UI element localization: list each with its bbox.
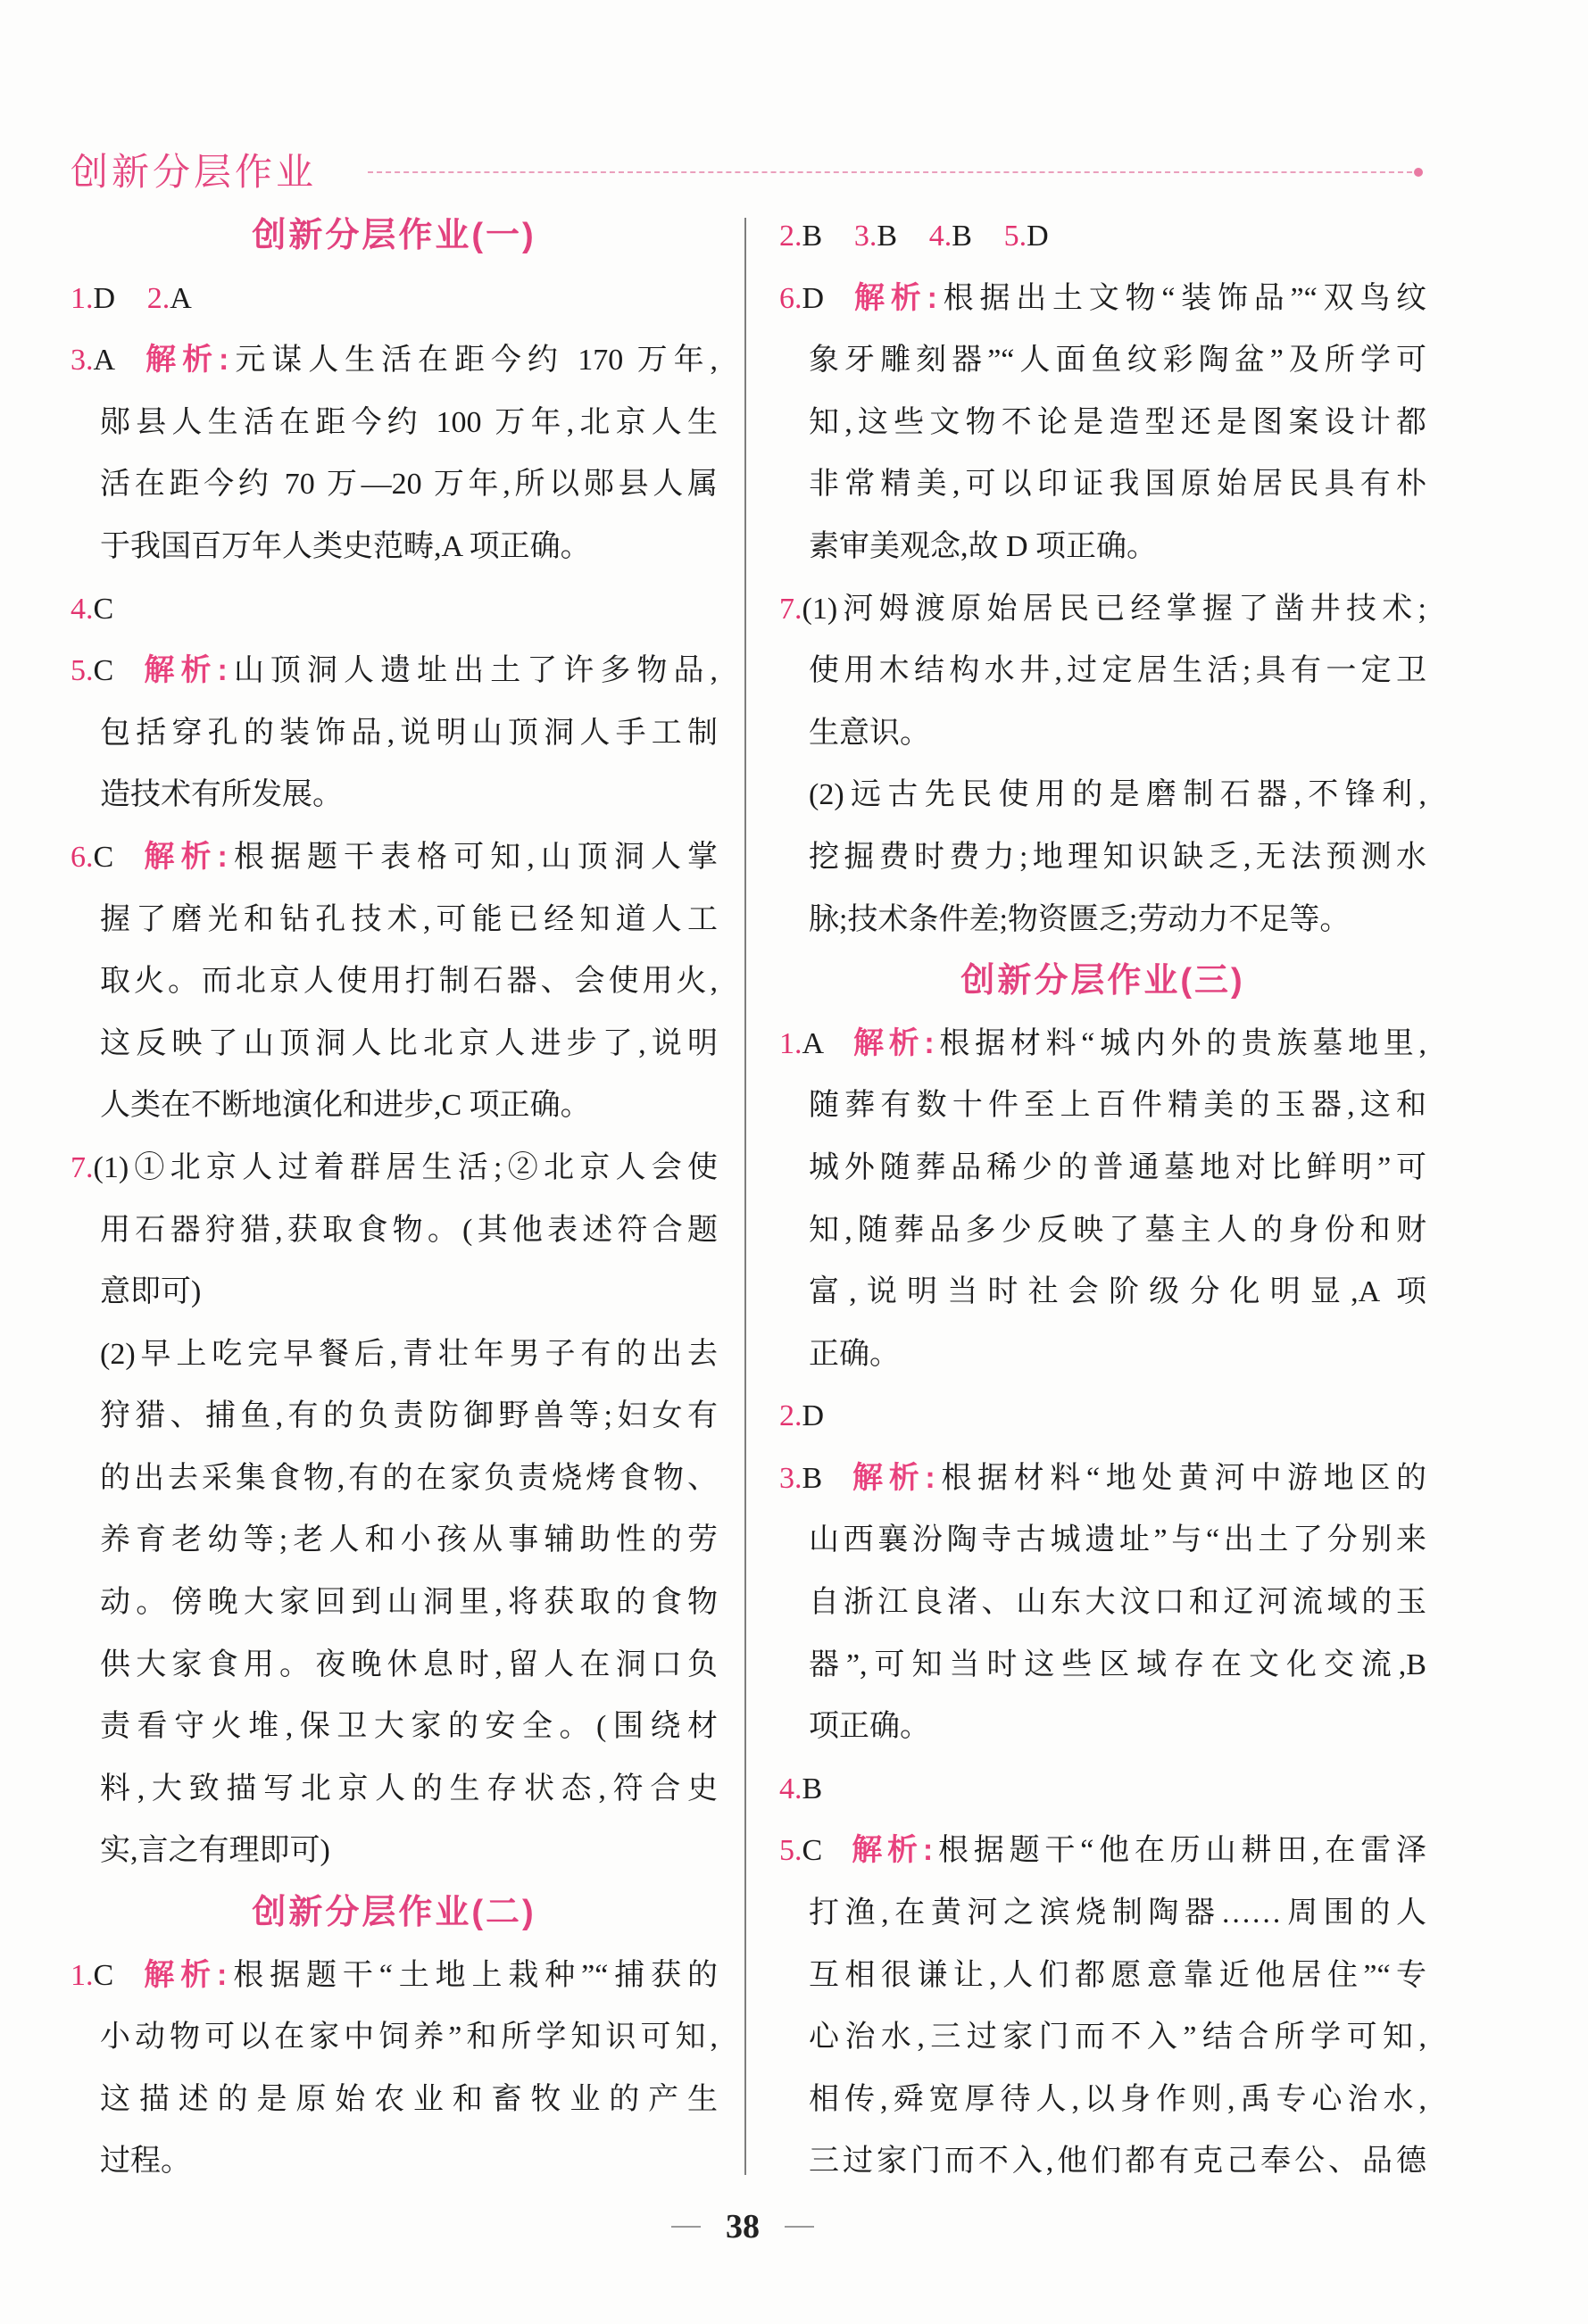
answer-choice: C — [93, 840, 114, 874]
answer-item — [71, 640, 718, 826]
answer-text: 元谋人生活在距今约 170 万年, — [229, 344, 718, 378]
answer-line: 养育老幼等;老人和小孩从事辅助性的劳 — [100, 1523, 718, 1557]
answer-line: 包括穿孔的装饰品,说明山顶洞人手工制 — [100, 716, 718, 750]
answer-line: 互相很谦让,人们都愿意靠近他居住”“专 — [809, 1958, 1426, 1992]
answer-line — [779, 578, 1426, 641]
answer-line: 用石器狩猎,获取食物。(其他表述符合题 — [100, 1213, 718, 1247]
left-column — [71, 205, 718, 2193]
answer-choice: D — [802, 1399, 825, 1433]
answer-item — [779, 220, 822, 253]
question-number: 4. — [928, 220, 952, 253]
answer-line — [71, 1137, 718, 1199]
answer-line: 富,说明当时社会阶级分化明显,A 项 — [809, 1275, 1426, 1309]
analysis-label: 解析: — [139, 343, 229, 378]
answer-line: 于我国百万年人类史范畴,A 项正确。 — [100, 529, 591, 563]
answer-line: 郧县人生活在距今约 100 万年,北京人生 — [100, 405, 718, 439]
answer-line: 知,随葬品多少反映了墓主人的身份和财 — [809, 1213, 1426, 1247]
page-header-title: 创新分层作业 — [71, 150, 318, 194]
answer-line: 过程。 — [100, 2145, 191, 2179]
answer-line: 人类在不断地演化和进步,C 项正确。 — [100, 1089, 591, 1123]
answer-text: 根据题干表格可知,山顶洞人掌 — [227, 840, 718, 874]
answer-line: 这反映了山顶洞人比北京人进步了,说明 — [100, 1026, 718, 1060]
question-number: 3. — [853, 220, 877, 253]
answer-text: 根据材料“地处黄河中游地区的 — [935, 1461, 1426, 1495]
answer-line: 小动物可以在家中饲养”和所学知识可知, — [100, 2021, 718, 2054]
answer-line: 正确。 — [809, 1337, 900, 1371]
answer-line: 城外随葬品稀少的普通墓地对比鲜明”可 — [809, 1150, 1426, 1184]
answer-text: 山顶洞人遗址出土了许多物品, — [227, 654, 718, 688]
answer-choice: A — [802, 1026, 825, 1060]
question-number: 2. — [779, 220, 802, 253]
answer-line: 打渔,在黄河之滨烧制陶器……周围的人 — [809, 1897, 1426, 1930]
answer-line: 实,言之有理即可) — [100, 1834, 330, 1868]
answer-item — [929, 220, 972, 253]
answer-line: 责看守火堆,保卫大家的安全。(围绕材 — [100, 1710, 718, 1744]
answer-item — [71, 282, 115, 315]
answer-item — [779, 1399, 824, 1432]
analysis-label: 解析: — [846, 1460, 935, 1495]
answer-choice: D — [93, 281, 116, 315]
answer-line: 的出去采集食物,有的在家负责烧烤食物、 — [100, 1461, 718, 1495]
answer-line: 挖掘费时费力;地理知识缺乏,无法预测水 — [809, 840, 1426, 874]
answer-row — [779, 1758, 1426, 1821]
answer-row — [71, 268, 718, 330]
answer-line: 活在距今约 70 万—20 万年,所以郧县人属 — [100, 468, 718, 502]
answer-choice: C — [93, 592, 114, 626]
question-number: 2. — [779, 1399, 802, 1433]
question-number: 3. — [779, 1461, 802, 1495]
answer-item — [779, 1772, 822, 1805]
answer-item — [71, 593, 113, 626]
answer-choice: A — [93, 344, 116, 378]
question-number: 6. — [779, 281, 802, 315]
answer-line: 心治水,三过家门而不入”结合所学可知, — [809, 2021, 1426, 2054]
answer-choice: B — [802, 1772, 823, 1805]
answer-line: 料,大致描写北京人的生存状态,符合史 — [100, 1772, 718, 1805]
answer-line: 狩猎、捕鱼,有的负责防御野兽等;妇女有 — [100, 1399, 718, 1433]
analysis-label: 解析: — [846, 1833, 934, 1868]
question-number: 6. — [71, 840, 94, 874]
answer-line: 脉;技术条件差;物资匮乏;劳动力不足等。 — [809, 902, 1351, 936]
answer-choice: D — [1027, 220, 1049, 253]
answer-line: 三过家门而不入,他们都有克己奉公、品德 — [809, 2145, 1426, 2179]
answer-line — [779, 268, 1426, 330]
answer-line: 握了磨光和钻孔技术,可能已经知道人工 — [100, 902, 718, 936]
answer-item — [71, 1945, 718, 2193]
answer-item — [779, 578, 1426, 765]
answer-line: 造技术有所发展。 — [100, 778, 343, 812]
answer-line: (2)早上吃完早餐后,青壮年男子有的出去 — [100, 1337, 718, 1371]
question-number: 1. — [779, 1026, 802, 1060]
answer-line: 项正确。 — [809, 1710, 930, 1744]
answer-choice: A — [170, 281, 192, 315]
answer-choice: D — [802, 281, 825, 315]
answer-item — [1004, 220, 1049, 253]
header-rule-dot-icon — [1414, 168, 1423, 177]
answer-text: (1)①北京人过着群居生活;②北京人会使 — [93, 1150, 718, 1184]
question-number: 7. — [779, 592, 802, 626]
answer-choice: B — [952, 220, 972, 253]
right-column — [779, 205, 1426, 2193]
question-number: 1. — [71, 281, 94, 315]
answer-choice: B — [877, 220, 898, 253]
answer-line: 随葬有数十件至上百件精美的玉器,这和 — [809, 1089, 1426, 1123]
answer-item — [779, 1448, 1426, 1758]
answer-item — [779, 1820, 1426, 2193]
answer-choice: B — [802, 220, 823, 253]
header-dashed-rule — [368, 171, 1412, 173]
page-number-dash — [785, 2226, 814, 2228]
analysis-label: 解析: — [848, 1025, 935, 1060]
question-number: 4. — [779, 1772, 802, 1805]
answer-line: 使用木结构水井,过定居生活;具有一定卫 — [809, 654, 1426, 688]
answer-line: 山西襄汾陶寺古城遗址”与“出土了分别来 — [809, 1523, 1426, 1557]
answer-line — [779, 1013, 1426, 1075]
answer-line — [71, 1945, 718, 2007]
answer-line: 意即可) — [100, 1275, 202, 1309]
answer-item — [147, 282, 192, 315]
answer-line: 自浙江良渚、山东大汶口和辽河流域的玉 — [809, 1586, 1426, 1620]
answer-row — [779, 1385, 1426, 1448]
section-heading: 创新分层作业(二) — [252, 1894, 536, 1932]
answer-line: 生意识。 — [809, 716, 930, 750]
answer-line: 这描述的是原始农业和畜牧业的产生 — [100, 2082, 718, 2116]
answer-item — [779, 268, 1426, 578]
question-number: 4. — [71, 592, 94, 626]
section-heading: 创新分层作业(一) — [252, 217, 536, 254]
answer-line — [71, 640, 718, 702]
answer-choice: C — [93, 654, 114, 688]
answer-line: (2)远古先民使用的是磨制石器,不锋利, — [809, 778, 1426, 812]
answer-item — [779, 1013, 1426, 1386]
answer-text: 根据题干“他在历山耕田,在雷泽 — [933, 1834, 1426, 1868]
answer-line: 象牙雕刻器”“人面鱼纹彩陶盆”及所学可 — [809, 344, 1426, 378]
answer-line: 相传,舜宽厚待人,以身作则,禹专心治水, — [809, 2082, 1426, 2116]
answer-subpart — [71, 1324, 718, 1882]
answer-line — [71, 826, 718, 889]
answer-line: 素审美观念,故 D 项正确。 — [809, 529, 1158, 563]
answer-choice: C — [93, 1958, 114, 1992]
question-number: 5. — [1003, 220, 1027, 253]
answer-item — [71, 1137, 718, 1324]
column-divider — [744, 218, 746, 2175]
answer-text: 根据出土文物“装饰品”“双鸟纹 — [936, 281, 1426, 315]
answer-text: (1)河姆渡原始居民已经掌握了凿井技术; — [802, 592, 1426, 626]
answer-choice: C — [802, 1834, 823, 1868]
answer-line — [779, 1820, 1426, 1882]
page-number: 38 — [726, 2208, 760, 2245]
question-number: 7. — [71, 1150, 94, 1184]
answer-item — [71, 826, 718, 1137]
analysis-label: 解析: — [137, 653, 228, 688]
answer-line: 非常精美,可以印证我国原始居民具有朴 — [809, 468, 1426, 502]
answer-line — [71, 329, 718, 392]
question-number: 2. — [146, 281, 170, 315]
question-number: 1. — [71, 1958, 94, 1992]
answer-line: 供大家食用。夜晚休息时,留人在洞口负 — [100, 1648, 718, 1681]
answer-item — [854, 220, 897, 253]
analysis-label: 解析: — [137, 839, 228, 874]
answer-text: 根据题干“土地上栽种”“捕获的 — [227, 1958, 718, 1992]
analysis-label: 解析: — [137, 1957, 228, 1992]
answer-row — [779, 205, 1426, 268]
answer-line — [779, 1448, 1426, 1510]
answer-line: 动。傍晚大家回到山洞里,将获取的食物 — [100, 1586, 718, 1620]
section-heading: 创新分层作业(三) — [960, 962, 1245, 1000]
question-number: 5. — [71, 654, 94, 688]
page-footer — [609, 2204, 877, 2249]
answer-line: 器”,可知当时这些区域存在文化交流,B — [809, 1648, 1426, 1681]
answer-line: 取火。而北京人使用打制石器、会使用火, — [100, 965, 718, 999]
answer-subpart — [779, 764, 1426, 950]
answer-choice: B — [802, 1461, 823, 1495]
answer-text: 根据材料“城内外的贵族墓地里, — [934, 1026, 1426, 1060]
answer-row — [71, 578, 718, 641]
answer-line: 知,这些文物不论是造型还是图案设计都 — [809, 405, 1426, 439]
page-number-dash — [671, 2226, 701, 2228]
question-number: 5. — [779, 1834, 802, 1868]
answer-item — [71, 329, 718, 577]
question-number: 3. — [71, 344, 94, 378]
analysis-label: 解析: — [848, 280, 937, 315]
